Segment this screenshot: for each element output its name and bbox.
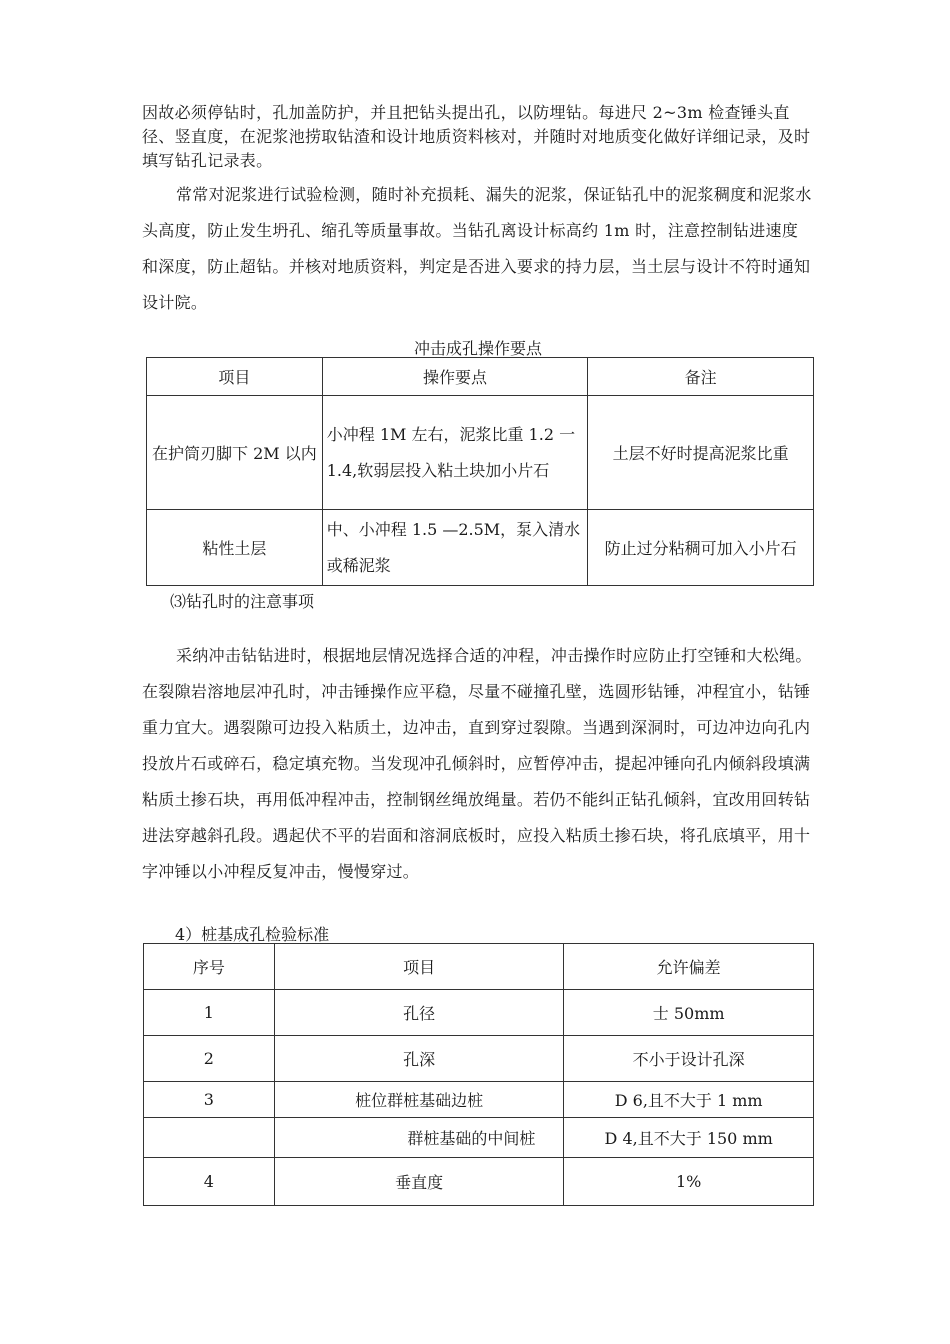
table-cell: 桩位群桩基础边桩 <box>274 1082 564 1118</box>
paragraph-mud-testing: 常常对泥浆进行试验检测，随时补充损耗、漏失的泥浆，保证钻孔中的泥浆稠度和泥浆水头高度，防止发生坍孔、缩孔等质量事故。当钻孔离设计标高约 1m 时，注意控制钻进速度和深度，防止超钻。并核对地质资料，判定是否进入要求的持力层，当土层与设计不符时通知设计院。 <box>142 185 812 312</box>
table-cell: 3 <box>144 1082 275 1118</box>
table-cell: 防止过分粘稠可加入小片石 <box>588 510 814 586</box>
table-cell: 小冲程 1M 左右，泥浆比重 1.2 一1.4,软弱层投入粘土块加小片石 <box>322 396 588 510</box>
table-header-row <box>147 358 814 396</box>
table-cell: 士 50mm <box>564 990 814 1036</box>
table-row <box>144 1036 814 1082</box>
table-cell: 群桩基础的中间桩 <box>274 1118 564 1158</box>
table-cell: D 6,且不大于 1 mm <box>564 1082 814 1118</box>
table-row <box>144 1118 814 1158</box>
table2-caption: 4）桩基成孔检验标准 <box>175 925 330 944</box>
table1-caption: 冲击成孔操作要点 <box>413 339 542 358</box>
table-cell: D 4,且不大于 150 mm <box>564 1118 814 1158</box>
table-row <box>144 1158 814 1206</box>
table-cell: 1 <box>144 990 275 1036</box>
table-cell: 粘性土层 <box>147 510 323 586</box>
header-cell: 允许偏差 <box>564 944 814 990</box>
section-title-drilling-notes: ⑶钻孔时的注意事项 <box>170 592 315 611</box>
table-cell: 孔深 <box>274 1036 564 1082</box>
table-header-row <box>144 944 814 990</box>
table-row <box>144 990 814 1036</box>
table-cell: 4 <box>144 1158 275 1206</box>
table-cell <box>144 1118 275 1158</box>
table-row <box>147 510 814 586</box>
table-cell: 2 <box>144 1036 275 1082</box>
header-cell: 项目 <box>147 358 323 396</box>
hole-inspection-table <box>143 943 814 1206</box>
table-cell: 孔径 <box>274 990 564 1036</box>
paragraph-drilling-stop: 因故必须停钻时，孔加盖防护，并且把钻头提出孔，以防埋钻。每进尺 2~3m 检查锤头直径、竖直度，在泥浆池捞取钻渣和设计地质资料核对，并随时对地质变化做好详细记录，及时填写钻孔记录表。 <box>142 103 811 170</box>
header-cell: 项目 <box>274 944 564 990</box>
table-cell: 不小于设计孔深 <box>564 1036 814 1082</box>
header-cell: 备注 <box>588 358 814 396</box>
table-row <box>144 1082 814 1118</box>
table-cell: 垂直度 <box>274 1158 564 1206</box>
impact-drilling-table <box>146 357 814 586</box>
table-cell: 在护筒刃脚下 2M 以内 <box>147 396 323 510</box>
table-cell: 中、小冲程 1.5 —2.5M，泵入清水或稀泥浆 <box>322 510 588 586</box>
paragraph-impact-drilling: 采纳冲击钻钻进时，根据地层情况选择合适的冲程，冲击操作时应防止打空锤和大松绳。在裂隙岩溶地层冲孔时，冲击锤操作应平稳，尽量不碰撞孔壁，选圆形钻锤，冲程宜小，钻锤重力宜大。遇裂隙可边投入粘质土，边冲击，直到穿过裂隙。当遇到深洞时，可边冲边向孔内投放片石或碎石，稳定填充物。当发现冲孔倾斜时，应暂停冲击，提起冲锤向孔内倾斜段填满粘质土掺石块，再用低冲程冲击，控制钢丝绳放绳量。若仍不能纠正钻孔倾斜，宜改用回转钻进法穿越斜孔段。遇起伏不平的岩面和溶洞底板时，应投入粘质土掺石块，将孔底填平，用十字冲锤以小冲程反复冲击，慢慢穿过。 <box>142 646 812 881</box>
header-cell: 操作要点 <box>322 358 588 396</box>
table-cell: 1% <box>564 1158 814 1206</box>
header-cell: 序号 <box>144 944 275 990</box>
table-cell: 土层不好时提高泥浆比重 <box>588 396 814 510</box>
table-row <box>147 396 814 510</box>
